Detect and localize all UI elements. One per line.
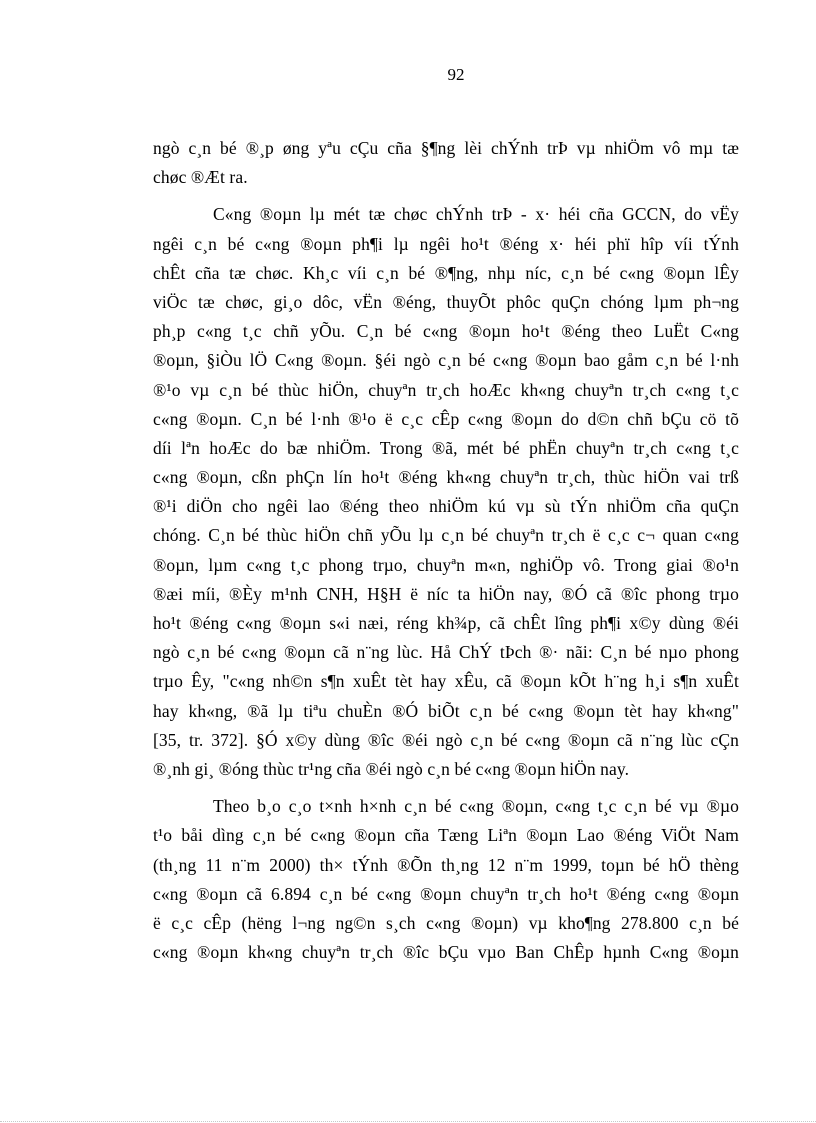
text-line: viÖc tæ chøc, gi¸o dôc, vËn ®éng, thuyÕt phôc quÇn chóng lµm ph¬ng (153, 291, 739, 312)
text-line: ho¹t ®éng c«ng ®oµn s«i næi, réng kh¾p, cã chÊt lîng ph¶i x©y dùng ®éi (153, 613, 739, 633)
paragraph-1 (153, 134, 739, 192)
text-line: ngò c¸n bé c«ng ®oµn cã n¨ng lùc. Hå ChÝ tÞch ®· nãi: C¸n bé nµo phong (153, 642, 739, 663)
text-line: ngêi c¸n bé c«ng ®oµn ph¶i lµ ngêi ho¹t ®éng x· héi phï hîp víi tÝnh (153, 233, 739, 254)
text-line: chóng. C¸n bé thùc hiÖn chñ yÕu lµ c¸n bé chuyªn tr¸ch ë c¸c c¬ quan c«ng (153, 525, 739, 546)
page-bottom-rule (0, 1121, 816, 1122)
text-line: C«ng ®oµn lµ mét tæ chøc chÝnh trÞ - x· héi cña GCCN, do vËy (213, 204, 739, 225)
text-line: ®oµn, §iÒu lÖ C«ng ®oµn. §éi ngò c¸n bé c«ng ®oµn bao gåm c¸n bé l·nh (153, 350, 739, 371)
text-line: c«ng ®oµn kh«ng chuyªn tr¸ch ®îc bÇu vµo Ban ChÊp hµnh C«ng ®oµn (153, 942, 739, 963)
text-line: [35, tr. 372]. §Ó x©y dùng ®îc ®éi ngò c¸n bé c«ng ®oµn cã n¨ng lùc cÇn (153, 729, 739, 750)
text-line: ®¸nh gi¸ ®óng thùc tr¹ng cña ®éi ngò c¸n bé c«ng ®oµn hiÖn nay. (153, 758, 630, 779)
text-line: c«ng ®oµn cã 6.894 c¸n bé c«ng ®oµn chuyªn tr¸ch ho¹t ®éng c«ng ®oµn (153, 883, 739, 904)
text-line: t¹o båi dìng c¸n bé c«ng ®oµn cña Tæng Liªn ®oµn Lao ®éng ViÖt Nam (153, 825, 739, 846)
text-line: ngò c¸n bé ®¸p øng yªu cÇu cña §¶ng lèi chÝnh trÞ vµ nhiÖm vô mµ tæ (153, 138, 739, 158)
text-line: ph¸p c«ng t¸c chñ yÕu. C¸n bé c«ng ®oµn ho¹t ®éng theo LuËt C«ng (153, 321, 739, 342)
text-line: ®¹o vµ c¸n bé thùc hiÖn, chuyªn tr¸ch hoÆc kh«ng chuyªn tr¸ch c«ng t¸c (153, 379, 739, 400)
text-line: trµo Êy, "c«ng nh©n s¶n xuÊt tèt hay xÊu, cã ®oµn kÕt h¨ng h¸i s¶n xuÊt (153, 671, 739, 692)
text-line: hay kh«ng, ®ã lµ tiªu chuÈn ®Ó biÕt c¸n bé c«ng ®oµn tèt hay kh«ng" (153, 700, 739, 721)
text-line: ®æi míi, ®Èy m¹nh CNH, H§H ë níc ta hiÖn nay, ®Ó cã ®îc phong trµo (153, 583, 739, 604)
text-line: ®¹i diÖn cho ngêi lao ®éng theo nhiÖm kú vµ sù tÝn nhiÖm cña quÇn (153, 496, 739, 517)
text-line: ë c¸c cÊp (hëng l¬ng ng©n s¸ch c«ng ®oµn) vµ kho¶ng 278.800 c¸n bé (153, 912, 739, 933)
text-line: c«ng ®oµn. C¸n bé l·nh ®¹o ë c¸c cÊp c«ng ®oµn do d©n chñ bÇu cö tõ (153, 408, 739, 429)
text-line: (th¸ng 11 n¨m 2000) th× tÝnh ®Õn th¸ng 12 n¨m 1999, toµn bé hÖ thèng (153, 854, 739, 875)
text-line: chÊt cña tæ chøc. Kh¸c víi c¸n bé ®¶ng, nhµ níc, c¸n bé c«ng ®oµn lÊy (153, 262, 739, 283)
text-line: ®oµn, lµm c«ng t¸c phong trµo, chuyªn m«n, nghiÖp vô. Trong giai ®o¹n (153, 554, 739, 575)
body-text (153, 134, 739, 975)
paragraph-3 (153, 792, 739, 967)
text-line: c«ng ®oµn, cßn phÇn lín ho¹t ®éng kh«ng chuyªn tr¸ch, thùc hiÖn vai trß (153, 467, 739, 488)
text-line: chøc ®Æt ra. (153, 167, 248, 188)
text-line: díi lªn hoÆc do bæ nhiÖm. Trong ®ã, mét bé phËn chuyªn tr¸ch c«ng t¸c (153, 437, 739, 458)
text-line: Theo b¸o c¸o t×nh h×nh c¸n bé c«ng ®oµn, c«ng t¸c c¸n bé vµ ®µo (213, 796, 739, 817)
page-number: 92 (447, 65, 465, 84)
paragraph-2 (153, 200, 739, 784)
